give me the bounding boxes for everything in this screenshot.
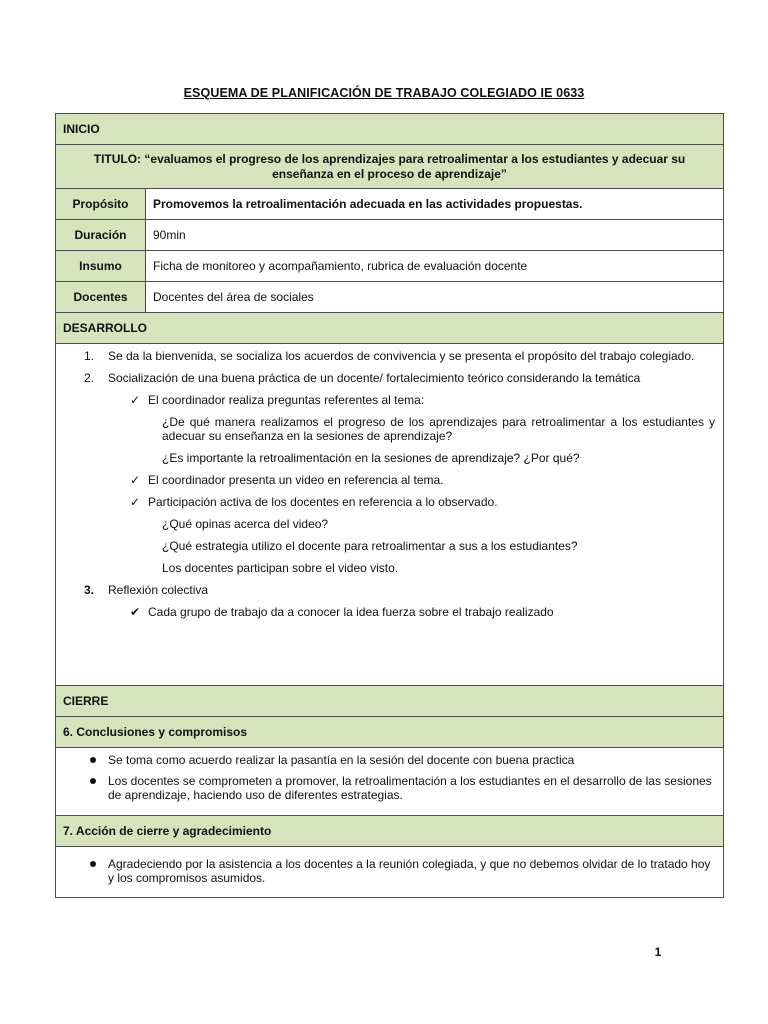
accion-header: 7. Acción de cierre y agradecimiento: [56, 816, 724, 847]
list-item: [64, 857, 715, 885]
desarrollo-body: [56, 344, 724, 686]
check-text: Cada grupo de trabajo da a conocer la idea fuerza sobre el trabajo realizado: [148, 605, 554, 619]
document-title: ESQUEMA DE PLANIFICACIÓN DE TRABAJO COLEGIADO IE 0633: [183, 86, 585, 100]
desarrollo-list: [64, 349, 715, 619]
proposito-value: Promovemos la retroalimentación adecuada en las actividades propuestas.: [146, 189, 724, 220]
question-text: ¿Qué estrategia utilizo el docente para retroalimentar a sus a los estudiantes?: [162, 539, 578, 553]
bullet-icon: [90, 757, 96, 763]
inicio-header: INICIO: [56, 114, 724, 145]
check-icon: ✓: [130, 473, 141, 487]
list-item: [64, 371, 715, 575]
insumo-row: [56, 251, 724, 282]
item-text: Se da la bienvenida, se socializa los acuerdos de convivencia y se presenta el propósito del trabajo colegiado.: [108, 349, 695, 363]
docentes-value: Docentes del área de sociales: [146, 282, 724, 313]
titulo-row: TITULO: “evaluamos el progreso de los aprendizajes para retroalimentar a los estudiantes y adecuar su enseñanza en el proceso de aprendizaje”: [56, 145, 724, 189]
item-text: Reflexión colectiva: [108, 583, 209, 597]
planning-table: [55, 113, 724, 898]
check-icon: ✔: [130, 605, 141, 619]
question-text: ¿De qué manera realizamos el progreso de los aprendizajes para retroalimentar a los estudiantes y adecuar su enseñanza en la sesiones de aprendizaje?: [162, 415, 716, 443]
check-item: [64, 393, 715, 465]
question-text: Los docentes participan sobre el video visto.: [162, 561, 399, 575]
check-item: [64, 495, 715, 575]
conclusiones-list: [64, 753, 715, 802]
item-number: 2.: [84, 371, 95, 385]
list-item: [64, 774, 715, 802]
list-item: [64, 753, 715, 767]
duracion-label: Duración: [56, 220, 146, 251]
checklist: [64, 393, 715, 575]
docentes-row: [56, 282, 724, 313]
check-item: [64, 473, 715, 487]
item-number: 3.: [84, 583, 95, 597]
question-text: ¿Qué opinas acerca del video?: [162, 517, 329, 531]
accion-body: [56, 847, 724, 898]
proposito-row: [56, 189, 724, 220]
check-icon: ✓: [130, 393, 141, 407]
bullet-text: Los docentes se comprometen a promover, la retroalimentación a los estudiantes en el desarrollo de las sesiones de aprendizaje, haciendo uso de diferentes estrategias.: [108, 774, 712, 802]
bullet-icon: [90, 861, 96, 867]
question-text: ¿Es importante la retroalimentación en la sesiones de aprendizaje? ¿Por qué?: [162, 451, 580, 465]
duracion-value: 90min: [146, 220, 724, 251]
conclusiones-header: 6. Conclusiones y compromisos: [56, 717, 724, 748]
duracion-row: [56, 220, 724, 251]
check-item: [64, 605, 715, 619]
check-text: El coordinador realiza preguntas referentes al tema:: [148, 393, 425, 407]
item-number: 1.: [84, 349, 95, 363]
cierre-header: CIERRE: [56, 686, 724, 717]
insumo-value: Ficha de monitoreo y acompañamiento, rubrica de evaluación docente: [146, 251, 724, 282]
item-text: Socialización de una buena práctica de un docente/ fortalecimiento teórico considerando la temática: [108, 371, 641, 385]
checklist: [64, 605, 715, 619]
list-item: [64, 349, 715, 363]
insumo-label: Insumo: [56, 251, 146, 282]
list-item: [64, 583, 715, 619]
check-icon: ✓: [130, 495, 141, 509]
docentes-label: Docentes: [56, 282, 146, 313]
conclusiones-body: [56, 748, 724, 816]
bullet-text: Agradeciendo por la asistencia a los docentes a la reunión colegiada, y que no debemos olvidar de lo tratado hoy y los compromisos asumidos.: [108, 857, 711, 885]
proposito-label: Propósito: [56, 189, 146, 220]
page-number: 1: [654, 945, 662, 959]
desarrollo-header: DESARROLLO: [56, 313, 724, 344]
check-text: El coordinador presenta un video en referencia al tema.: [148, 473, 444, 487]
bullet-icon: [90, 778, 96, 784]
bullet-text: Se toma como acuerdo realizar la pasantía en la sesión del docente con buena practica: [108, 753, 575, 767]
accion-list: [64, 857, 715, 885]
check-text: Participación activa de los docentes en referencia a lo observado.: [148, 495, 498, 509]
